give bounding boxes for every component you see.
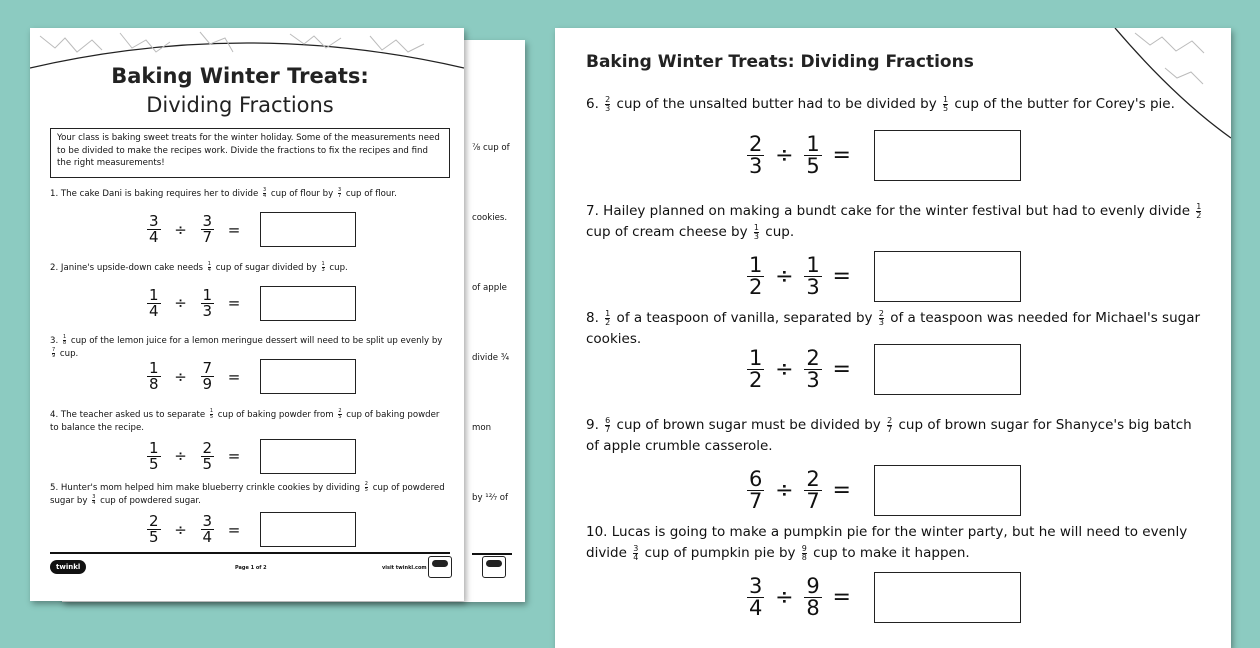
dividend-fraction bbox=[147, 214, 161, 245]
dividend-fraction bbox=[147, 361, 161, 392]
denominator: 8 bbox=[806, 596, 820, 620]
numerator: 3 bbox=[337, 187, 342, 193]
denominator: 7 bbox=[605, 424, 611, 434]
equals-sign: = bbox=[832, 357, 851, 382]
back-page-text-fragment: divide ¾ bbox=[472, 353, 510, 363]
fraction-equation bbox=[747, 465, 1021, 516]
numerator: 1 bbox=[749, 253, 763, 277]
answer-box[interactable] bbox=[874, 465, 1021, 516]
numerator: 3 bbox=[202, 512, 213, 530]
question-text: 1. The cake Dani is baking requires her to divide $\frac{3}{4}$ cup of flour by $\frac{3}{7}$ cup of flour. bbox=[50, 187, 397, 199]
back-page-text-fragment: of apple bbox=[472, 283, 507, 293]
denominator: 5 bbox=[149, 528, 159, 546]
fraction-equation bbox=[747, 344, 1021, 395]
equals-sign: = bbox=[227, 520, 241, 539]
divisor-fraction bbox=[201, 285, 215, 320]
numerator: 1 bbox=[321, 260, 325, 267]
denominator: 5 bbox=[806, 154, 820, 178]
inline-fraction bbox=[605, 96, 610, 113]
numerator: 1 bbox=[749, 346, 763, 370]
numerator: 3 bbox=[92, 494, 96, 500]
inline-fraction bbox=[63, 335, 66, 346]
worksheet-title: Baking Winter Treats: Dividing Fractions bbox=[586, 52, 974, 72]
page-number: Page 1 of 2 bbox=[235, 565, 267, 571]
denominator: 5 bbox=[942, 103, 949, 113]
inline-fraction bbox=[605, 310, 610, 327]
denominator: 5 bbox=[338, 413, 342, 420]
denominator: 3 bbox=[749, 154, 763, 178]
numerator: 3 bbox=[149, 212, 159, 230]
equals-sign: = bbox=[227, 367, 241, 386]
answer-box[interactable] bbox=[260, 512, 356, 547]
dividend-fraction bbox=[747, 255, 764, 298]
numerator: 1 bbox=[1196, 201, 1202, 211]
divide-sign: ÷ bbox=[174, 367, 187, 386]
denominator: 5 bbox=[202, 454, 213, 473]
inline-fraction bbox=[633, 545, 638, 562]
numerator: 3 bbox=[749, 574, 763, 598]
numerator: 1 bbox=[149, 359, 159, 377]
snowflake-corner-decoration bbox=[1095, 28, 1231, 148]
numerator: 3 bbox=[633, 543, 639, 553]
fraction-equation bbox=[147, 359, 356, 394]
denominator: 4 bbox=[149, 301, 159, 320]
denominator: 9 bbox=[202, 375, 213, 393]
divisor-fraction bbox=[804, 348, 821, 391]
denominator: 3 bbox=[321, 266, 325, 273]
inline-fraction bbox=[208, 262, 211, 273]
divisor-fraction bbox=[804, 576, 821, 619]
denominator: 3 bbox=[605, 103, 611, 113]
twinkl-logo: twinkl bbox=[50, 560, 86, 574]
worksheet-subtitle: Dividing Fractions bbox=[146, 93, 334, 117]
dividend-fraction bbox=[747, 469, 764, 512]
inline-fraction bbox=[754, 224, 759, 241]
divisor-fraction bbox=[201, 214, 215, 245]
answer-box[interactable] bbox=[260, 359, 356, 394]
inline-fraction bbox=[322, 262, 325, 273]
inline-fraction bbox=[879, 310, 884, 327]
website-link[interactable]: visit twinkl.com bbox=[382, 565, 427, 571]
divisor-fraction bbox=[201, 438, 215, 473]
divide-sign: ÷ bbox=[775, 143, 794, 168]
back-footer-divider bbox=[472, 553, 512, 555]
back-page-text-fragment: by ¹²⁄₇ of bbox=[472, 493, 509, 503]
divisor-fraction bbox=[804, 469, 821, 512]
inline-fraction bbox=[605, 417, 610, 434]
fraction-equation bbox=[747, 251, 1021, 302]
denominator: 2 bbox=[605, 317, 611, 327]
denominator: 7 bbox=[806, 489, 820, 513]
question-text: 9. $\frac{6}{7}$ cup of brown sugar must be divided by $\frac{2}{7}$ cup of brown sugar for Shanyce's big batch of apple crumble casserole. bbox=[586, 415, 1192, 454]
denominator: 7 bbox=[749, 489, 763, 513]
inline-fraction bbox=[338, 409, 341, 420]
dividend-fraction bbox=[147, 514, 161, 545]
inline-fraction bbox=[338, 188, 341, 199]
fraction-equation bbox=[147, 212, 356, 247]
denominator: 2 bbox=[749, 368, 763, 392]
back-page-text-fragment: cookies. bbox=[472, 213, 508, 223]
denominator: 8 bbox=[149, 375, 159, 393]
twinkl-badge-icon bbox=[482, 556, 506, 578]
denominator: 5 bbox=[364, 487, 368, 493]
question-text: 5. Hunter's mom helped him make blueberry crinkle cookies by dividing $\frac{2}{5}$ cup of powdered sugar by $\frac{3}{4}$ cup of powdered sugar. bbox=[50, 481, 445, 506]
numerator: 1 bbox=[942, 94, 949, 104]
answer-box[interactable] bbox=[260, 439, 356, 474]
numerator: 1 bbox=[149, 438, 159, 457]
answer-box[interactable] bbox=[874, 251, 1021, 302]
fraction-equation bbox=[747, 130, 1021, 181]
fraction-equation bbox=[147, 512, 356, 547]
equals-sign: = bbox=[227, 447, 241, 465]
numerator: 2 bbox=[605, 94, 611, 104]
denominator: 8 bbox=[62, 340, 67, 346]
numerator: 7 bbox=[202, 359, 213, 377]
denominator: 2 bbox=[1196, 210, 1202, 220]
question-text: 3. $\frac{1}{8}$ cup of the lemon juice for a lemon meringue dessert will need to be split up evenly by $\frac{7}{9}$ cup. bbox=[50, 334, 443, 359]
equals-sign: = bbox=[832, 585, 851, 610]
question-text: 8. $\frac{1}{2}$ of a teaspoon of vanilla, separated by $\frac{2}{3}$ of a teaspoon was needed for Michael's sugar cookies. bbox=[586, 308, 1201, 347]
fraction-equation bbox=[147, 439, 356, 474]
denominator: 3 bbox=[202, 301, 213, 320]
divide-sign: ÷ bbox=[775, 585, 794, 610]
denominator: 3 bbox=[806, 275, 820, 299]
equals-sign: = bbox=[227, 220, 241, 239]
inline-fraction bbox=[887, 417, 892, 434]
fraction-equation bbox=[147, 286, 356, 321]
equals-sign: = bbox=[832, 478, 851, 503]
question-text: 4. The teacher asked us to separate $\frac{1}{5}$ cup of baking powder from $\frac{2}{5}$ cup of baking powder to balance the recipe. bbox=[50, 407, 440, 433]
question-text: 7. Hailey planned on making a bundt cake for the winter festival but had to evenly divide $\frac{1}{2}$ cup of cream cheese by $\frac{1}{3}$ cup. bbox=[586, 201, 1202, 241]
answer-box[interactable] bbox=[874, 344, 1021, 395]
inline-fraction bbox=[802, 545, 807, 562]
inline-fraction bbox=[943, 96, 948, 113]
answer-box[interactable] bbox=[260, 286, 356, 321]
numerator: 1 bbox=[605, 308, 611, 318]
back-page-text-fragment: ⅞ cup of bbox=[472, 143, 510, 153]
inline-fraction bbox=[1196, 203, 1201, 220]
footer-divider bbox=[50, 552, 450, 554]
divide-sign: ÷ bbox=[174, 520, 187, 539]
instructions-box: Your class is baking sweet treats for the winter holiday. Some of the measurements need to be divided to make the recipes work. Divide the fractions to fix the recipes and find the right measurements! bbox=[50, 128, 450, 178]
divide-sign: ÷ bbox=[174, 220, 187, 239]
worksheet-page-1 bbox=[30, 28, 464, 601]
worksheet-title: Baking Winter Treats: bbox=[111, 64, 369, 88]
numerator: 2 bbox=[338, 407, 342, 414]
numerator: 6 bbox=[605, 415, 611, 425]
denominator: 4 bbox=[202, 528, 213, 546]
inline-fraction bbox=[92, 495, 95, 506]
numerator: 9 bbox=[801, 543, 807, 553]
denominator: 4 bbox=[92, 500, 96, 506]
numerator: 2 bbox=[878, 308, 884, 318]
denominator: 4 bbox=[149, 228, 159, 246]
numerator: 1 bbox=[806, 253, 820, 277]
divide-sign: ÷ bbox=[174, 447, 187, 465]
inline-fraction bbox=[210, 409, 213, 420]
dividend-fraction bbox=[147, 285, 161, 320]
numerator: 2 bbox=[806, 346, 820, 370]
numerator: 3 bbox=[202, 212, 213, 230]
numerator: 2 bbox=[202, 438, 213, 457]
dividend-fraction bbox=[747, 134, 764, 177]
numerator: 9 bbox=[806, 574, 820, 598]
denominator: 7 bbox=[202, 228, 213, 246]
numerator: 2 bbox=[149, 512, 159, 530]
numerator: 2 bbox=[364, 481, 368, 487]
numerator: 2 bbox=[806, 467, 820, 491]
denominator: 4 bbox=[207, 266, 211, 273]
denominator: 4 bbox=[749, 596, 763, 620]
question-text: 6. $\frac{2}{3}$ cup of the unsalted butter had to be divided by $\frac{1}{5}$ cup of the butter for Corey's pie. bbox=[586, 94, 1175, 113]
inline-fraction bbox=[365, 482, 368, 493]
numerator: 1 bbox=[149, 285, 159, 304]
divisor-fraction bbox=[201, 514, 215, 545]
equals-sign: = bbox=[832, 143, 851, 168]
denominator: 5 bbox=[149, 454, 159, 473]
inline-fraction bbox=[52, 348, 55, 359]
denominator: 8 bbox=[801, 552, 807, 562]
worksheet-page-2 bbox=[555, 28, 1231, 648]
question-text: 2. Janine's upside-down cake needs $\frac{1}{4}$ cup of sugar divided by $\frac{1}{3}$ cup. bbox=[50, 260, 348, 273]
equals-sign: = bbox=[227, 294, 241, 312]
numerator: 1 bbox=[753, 222, 760, 232]
numerator: 1 bbox=[207, 260, 211, 267]
dividend-fraction bbox=[747, 348, 764, 391]
denominator: 7 bbox=[337, 193, 342, 199]
numerator: 1 bbox=[209, 407, 214, 414]
denominator: 4 bbox=[633, 552, 639, 562]
divide-sign: ÷ bbox=[775, 264, 794, 289]
numerator: 2 bbox=[749, 132, 763, 156]
answer-box[interactable] bbox=[874, 130, 1021, 181]
answer-box[interactable] bbox=[874, 572, 1021, 623]
denominator: 7 bbox=[887, 424, 893, 434]
question-text: 10. Lucas is going to make a pumpkin pie for the winter party, but he will need to evenly divide $\frac{3}{4}$ cup of pumpkin pie by $\frac{9}{8}$ cup to make it happen. bbox=[586, 524, 1188, 562]
answer-box[interactable] bbox=[260, 212, 356, 247]
numerator: 1 bbox=[806, 132, 820, 156]
numerator: 7 bbox=[52, 347, 56, 353]
dividend-fraction bbox=[747, 576, 764, 619]
numerator: 1 bbox=[62, 334, 67, 340]
divide-sign: ÷ bbox=[174, 294, 187, 312]
dividend-fraction bbox=[147, 438, 161, 473]
denominator: 2 bbox=[749, 275, 763, 299]
denominator: 4 bbox=[263, 193, 267, 199]
denominator: 3 bbox=[878, 317, 884, 327]
denominator: 3 bbox=[806, 368, 820, 392]
divide-sign: ÷ bbox=[775, 357, 794, 382]
fraction-equation bbox=[747, 572, 1021, 623]
divisor-fraction bbox=[201, 361, 215, 392]
back-page-text-fragment: mon bbox=[472, 423, 492, 433]
divisor-fraction bbox=[804, 255, 821, 298]
inline-fraction bbox=[263, 188, 266, 199]
numerator: 1 bbox=[202, 285, 213, 304]
numerator: 6 bbox=[749, 467, 763, 491]
divide-sign: ÷ bbox=[775, 478, 794, 503]
denominator: 5 bbox=[209, 413, 214, 420]
denominator: 3 bbox=[753, 231, 760, 241]
numerator: 2 bbox=[887, 415, 893, 425]
divisor-fraction bbox=[804, 134, 821, 177]
equals-sign: = bbox=[832, 264, 851, 289]
numerator: 3 bbox=[263, 187, 267, 193]
twinkl-badge-icon bbox=[428, 556, 452, 578]
denominator: 9 bbox=[52, 353, 56, 359]
